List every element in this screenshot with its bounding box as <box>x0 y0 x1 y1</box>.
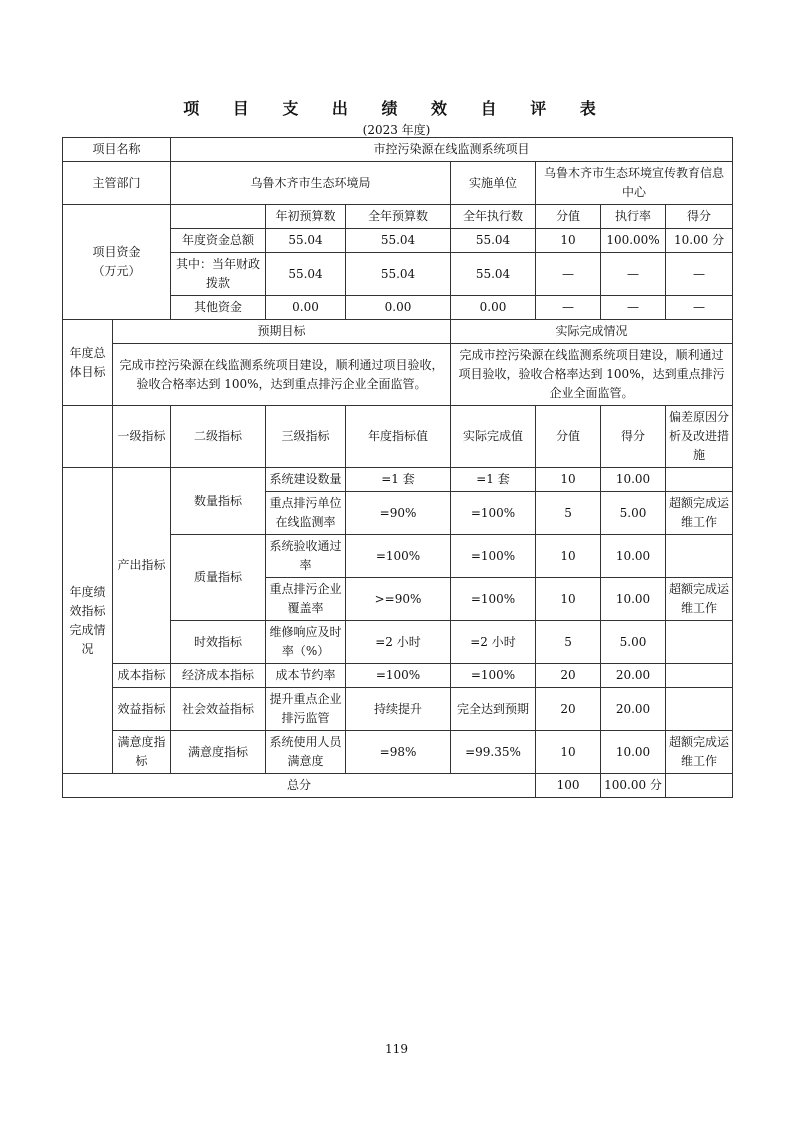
indicator-row <box>63 664 733 688</box>
indicators-header-level2: 二级指标 <box>171 406 266 468</box>
funds-row-full: 0.00 <box>346 296 451 320</box>
project-name-row <box>63 138 733 162</box>
indicator-actual: =100% <box>451 492 536 535</box>
indicator-note <box>666 621 733 664</box>
indicators-header-row <box>63 406 733 468</box>
indicator-score: 10.00 <box>601 731 666 774</box>
indicators-section-label: 年度绩效指标完成情况 <box>63 468 113 774</box>
performance-table <box>62 137 733 798</box>
indicator-target: =1 套 <box>346 468 451 492</box>
department-label: 主管部门 <box>63 162 171 205</box>
funds-row-rate: — <box>601 296 666 320</box>
indicator-row <box>63 688 733 731</box>
funds-header-initial: 年初预算数 <box>266 205 346 229</box>
page-title: 项 目 支 出 绩 效 自 评 表 <box>183 99 610 118</box>
indicator-target: =100% <box>346 535 451 578</box>
indicator-score: 10.00 <box>601 578 666 621</box>
implementing-unit-label: 实施单位 <box>451 162 536 205</box>
indicator-score: 5.00 <box>601 621 666 664</box>
indicator-name: 维修响应及时率（%） <box>266 621 346 664</box>
indicator-note: 超额完成运维工作 <box>666 492 733 535</box>
department-value: 乌鲁木齐市生态环境局 <box>171 162 451 205</box>
indicator-name: 系统验收通过率 <box>266 535 346 578</box>
indicators-header-actual: 实际完成值 <box>451 406 536 468</box>
expected-goal-text: 完成市控污染源在线监测系统项目建设，顺利通过项目验收，验收合格率达到 100%，达到重点排污企业全面监管。 <box>113 344 451 406</box>
funds-row-executed: 55.04 <box>451 229 536 253</box>
indicator-row <box>63 468 733 492</box>
total-score-value: 100 <box>536 774 601 798</box>
quality-indicator-label: 质量指标 <box>171 535 266 621</box>
indicator-score-value: 10 <box>536 731 601 774</box>
funds-header-row <box>63 205 733 229</box>
total-row <box>63 774 733 798</box>
indicator-note <box>666 468 733 492</box>
indicator-target: =2 小时 <box>346 621 451 664</box>
indicator-note: 超额完成运维工作 <box>666 578 733 621</box>
indicators-header-level1: 一级指标 <box>113 406 171 468</box>
department-row <box>63 162 733 205</box>
funds-row-executed: 0.00 <box>451 296 536 320</box>
funds-row-executed: 55.04 <box>451 253 536 296</box>
actual-completion-header: 实际完成情况 <box>451 320 733 344</box>
funds-row-full: 55.04 <box>346 253 451 296</box>
funds-header-rate: 执行率 <box>601 205 666 229</box>
indicator-score-value: 5 <box>536 621 601 664</box>
actual-completion-text: 完成市控污染源在线监测系统项目建设，顺利通过项目验收，验收合格率达到 100%，达到重点排污企业全面监管。 <box>451 344 733 406</box>
goals-text-row <box>63 344 733 406</box>
indicator-score: 10.00 <box>601 535 666 578</box>
indicators-header-deviation: 偏差原因分析及改进措施 <box>666 406 733 468</box>
page-number: 119 <box>385 1042 408 1056</box>
funds-header-score-value: 分值 <box>536 205 601 229</box>
indicator-score: 20.00 <box>601 664 666 688</box>
indicator-actual: =99.35% <box>451 731 536 774</box>
indicator-actual: =2 小时 <box>451 621 536 664</box>
social-benefit-indicator-label: 社会效益指标 <box>171 688 266 731</box>
report-year: (2023 年度) <box>362 123 431 137</box>
indicator-target: >=90% <box>346 578 451 621</box>
indicator-score: 5.00 <box>601 492 666 535</box>
funds-row-score-value: — <box>536 296 601 320</box>
indicator-name: 提升重点企业排污监管 <box>266 688 346 731</box>
indicator-actual: =100% <box>451 664 536 688</box>
indicator-score-value: 20 <box>536 688 601 731</box>
indicator-target: =90% <box>346 492 451 535</box>
indicator-actual: =100% <box>451 578 536 621</box>
economic-cost-indicator-label: 经济成本指标 <box>171 664 266 688</box>
project-name-value: 市控污染源在线监测系统项目 <box>171 138 733 162</box>
indicator-name: 重点排污企业覆盖率 <box>266 578 346 621</box>
quantity-indicator-label: 数量指标 <box>171 468 266 535</box>
cost-indicator-label: 成本指标 <box>113 664 171 688</box>
indicators-header-score: 得分 <box>601 406 666 468</box>
indicator-score-value: 5 <box>536 492 601 535</box>
goals-label: 年度总体目标 <box>63 320 113 406</box>
indicator-note: 超额完成运维工作 <box>666 731 733 774</box>
indicator-target: =100% <box>346 664 451 688</box>
indicator-actual: =100% <box>451 535 536 578</box>
funds-header-executed: 全年执行数 <box>451 205 536 229</box>
indicator-target: =98% <box>346 731 451 774</box>
funds-row-name: 年度资金总额 <box>171 229 266 253</box>
total-note <box>666 774 733 798</box>
output-indicator-label: 产出指标 <box>113 468 171 664</box>
indicator-score-value: 10 <box>536 468 601 492</box>
funds-row-rate: 100.00% <box>601 229 666 253</box>
indicator-actual: 完全达到预期 <box>451 688 536 731</box>
satisfaction-indicator-label: 满意度指标 <box>113 731 171 774</box>
benefit-indicator-label: 效益指标 <box>113 688 171 731</box>
funds-row-score: — <box>666 253 733 296</box>
total-score: 100.00 分 <box>601 774 666 798</box>
indicators-corner <box>63 406 113 468</box>
funds-row-score: 10.00 分 <box>666 229 733 253</box>
implementing-unit-value: 乌鲁木齐市生态环境宣传教育信息中心 <box>536 162 733 205</box>
indicator-target: 持续提升 <box>346 688 451 731</box>
indicator-row <box>63 731 733 774</box>
project-name-label: 项目名称 <box>63 138 171 162</box>
indicator-score-value: 20 <box>536 664 601 688</box>
indicator-score: 20.00 <box>601 688 666 731</box>
funds-empty-header <box>171 205 266 229</box>
funds-row-score: — <box>666 296 733 320</box>
funds-row-full: 55.04 <box>346 229 451 253</box>
indicators-header-level3: 三级指标 <box>266 406 346 468</box>
indicator-name: 系统使用人员满意度 <box>266 731 346 774</box>
funds-header-full: 全年预算数 <box>346 205 451 229</box>
indicator-note <box>666 664 733 688</box>
indicators-header-score-value: 分值 <box>536 406 601 468</box>
funds-row-rate: — <box>601 253 666 296</box>
funds-label: 项目资金 （万元） <box>63 205 171 320</box>
funds-row-initial: 0.00 <box>266 296 346 320</box>
indicator-score: 10.00 <box>601 468 666 492</box>
indicator-note <box>666 535 733 578</box>
indicator-score-value: 10 <box>536 578 601 621</box>
indicator-score-value: 10 <box>536 535 601 578</box>
funds-row-score-value: — <box>536 253 601 296</box>
indicator-name: 重点排污单位在线监测率 <box>266 492 346 535</box>
indicator-name: 系统建设数量 <box>266 468 346 492</box>
expected-goal-header: 预期目标 <box>113 320 451 344</box>
timeliness-indicator-label: 时效指标 <box>171 621 266 664</box>
total-label: 总分 <box>63 774 536 798</box>
indicators-header-target: 年度指标值 <box>346 406 451 468</box>
indicator-note <box>666 688 733 731</box>
funds-row-name: 其中：当年财政拨款 <box>171 253 266 296</box>
indicator-name: 成本节约率 <box>266 664 346 688</box>
funds-row-initial: 55.04 <box>266 229 346 253</box>
funds-row-initial: 55.04 <box>266 253 346 296</box>
indicator-actual: =1 套 <box>451 468 536 492</box>
funds-row-name: 其他资金 <box>171 296 266 320</box>
satisfaction-sub-indicator-label: 满意度指标 <box>171 731 266 774</box>
funds-row-score-value: 10 <box>536 229 601 253</box>
funds-header-score: 得分 <box>666 205 733 229</box>
goals-header-row <box>63 320 733 344</box>
